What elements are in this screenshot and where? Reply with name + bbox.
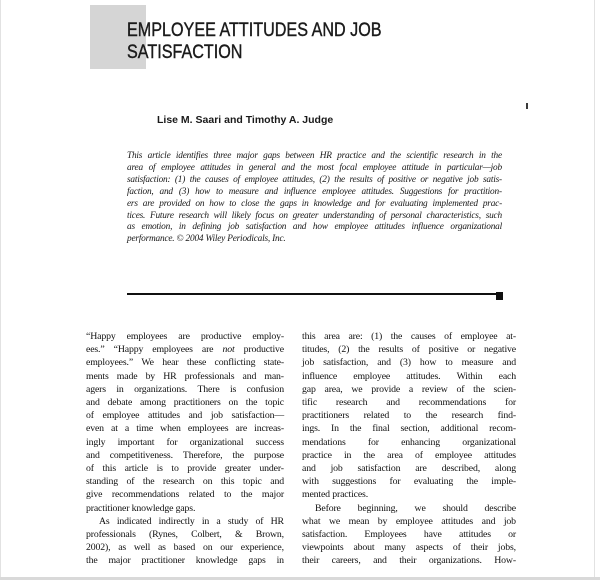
- text-line: professionals (Rynes, Colbert, & Brown,: [86, 529, 284, 541]
- text-line: employees.” We hear these conflicting state-: [86, 357, 284, 369]
- article-title-line1: EMPLOYEE ATTITUDES AND JOB: [127, 20, 382, 41]
- abstract: [127, 151, 502, 246]
- text-line: job satisfaction, and (3) how to measure and: [302, 357, 516, 369]
- page-edge-right: [594, 0, 595, 580]
- text-line: “Happy employees are productive employ-: [86, 331, 284, 342]
- text-line: practitioners related to the research find-: [302, 410, 516, 422]
- text-line: influence employee attitudes. Within each: [302, 370, 516, 382]
- text-line: As indicated indirectly in a study of HR: [99, 515, 284, 527]
- text-line: ings. In the final section, additional recom-: [302, 423, 516, 435]
- body-column-right: [302, 330, 516, 568]
- text-line: gap area, we provide a review of the scien-: [302, 383, 516, 395]
- text-line: and competitiveness. Therefore, the purpose: [86, 449, 284, 461]
- text-line: ments made by HR professionals and man-: [86, 370, 284, 382]
- text-line: what we mean by employee attitudes and job: [302, 515, 516, 527]
- body-column-left: [86, 330, 284, 568]
- text-line: faction, and (3) how to measure and influence employee attitudes. Suggestions for practition-: [127, 186, 502, 197]
- text-line: tific research and recommendations for: [302, 397, 516, 409]
- text-line: area of employee attitudes in general and the most focal employee attitude in particular—job: [127, 162, 502, 173]
- text-line: This article identifies three major gaps between HR practice and the scientific research in the: [127, 151, 502, 161]
- text-line: satisfaction: (1) the causes of employee attitudes, (2) the results of positive or negative job satis-: [127, 174, 502, 185]
- text-line: standing of the research on this topic and: [86, 476, 284, 488]
- text-line: the major practitioner knowledge gaps in: [86, 555, 284, 567]
- text-line: this area are: (1) the causes of employee at-: [302, 331, 516, 342]
- text-line: and debate among practitioners on the topic: [86, 397, 284, 409]
- text-line: even at a time when employees are increas-: [86, 423, 284, 435]
- text-line: performance. © 2004 Wiley Periodicals, Inc.: [127, 234, 286, 245]
- text-line: with suggestions for evaluating the imple-: [302, 476, 516, 488]
- text-line: of employee attitudes and job satisfaction—: [86, 410, 284, 422]
- text-line: satisfaction. Employees have attitudes or: [302, 529, 516, 541]
- text-line: practitioner knowledge gaps.: [86, 502, 196, 514]
- authors-line: Lise M. Saari and Timothy A. Judge: [157, 114, 334, 126]
- text-line: give recommendations related to the major: [86, 489, 284, 501]
- scan-artifact-mark: [526, 103, 528, 109]
- text-line: mendations for enhancing organizational: [302, 436, 516, 448]
- text-line: practice in the area of employee attitudes: [302, 449, 516, 461]
- text-line: of this article is to provide greater under-: [86, 463, 284, 475]
- text-line: viewpoints about many aspects of their jobs,: [302, 542, 516, 554]
- text-line: 2002), as well as based on our experience,: [86, 542, 284, 554]
- text-line: tices. Future research will likely focus on greater understanding of personal characteristics, such: [127, 210, 502, 221]
- text-line: Before beginning, we should describe: [315, 502, 516, 514]
- text-line: their careers, and their organizations. How-: [302, 555, 516, 567]
- text-line: mented practices.: [302, 489, 368, 501]
- section-rule: [127, 293, 497, 295]
- text-line: ees.” “Happy employees are not productive: [86, 344, 284, 356]
- section-rule-endcap: [496, 292, 503, 300]
- text-line: titudes, (2) the results of positive or negative: [302, 344, 516, 356]
- article-title-line2: SATISFACTION: [127, 42, 243, 63]
- text-line: ingly important for organizational success: [86, 436, 284, 448]
- page-edge-left: [0, 0, 1, 580]
- text-line: as emotion, in defining job satisfaction and how employee attitudes influence organizational: [127, 222, 502, 233]
- article-title: [127, 20, 382, 64]
- text-line: agers in organizations. There is confusion: [86, 383, 284, 395]
- text-line: and job satisfaction are described, along: [302, 463, 516, 475]
- text-line: ers are provided on how to close the gaps in knowledge and for evaluating implemented prac-: [127, 198, 502, 209]
